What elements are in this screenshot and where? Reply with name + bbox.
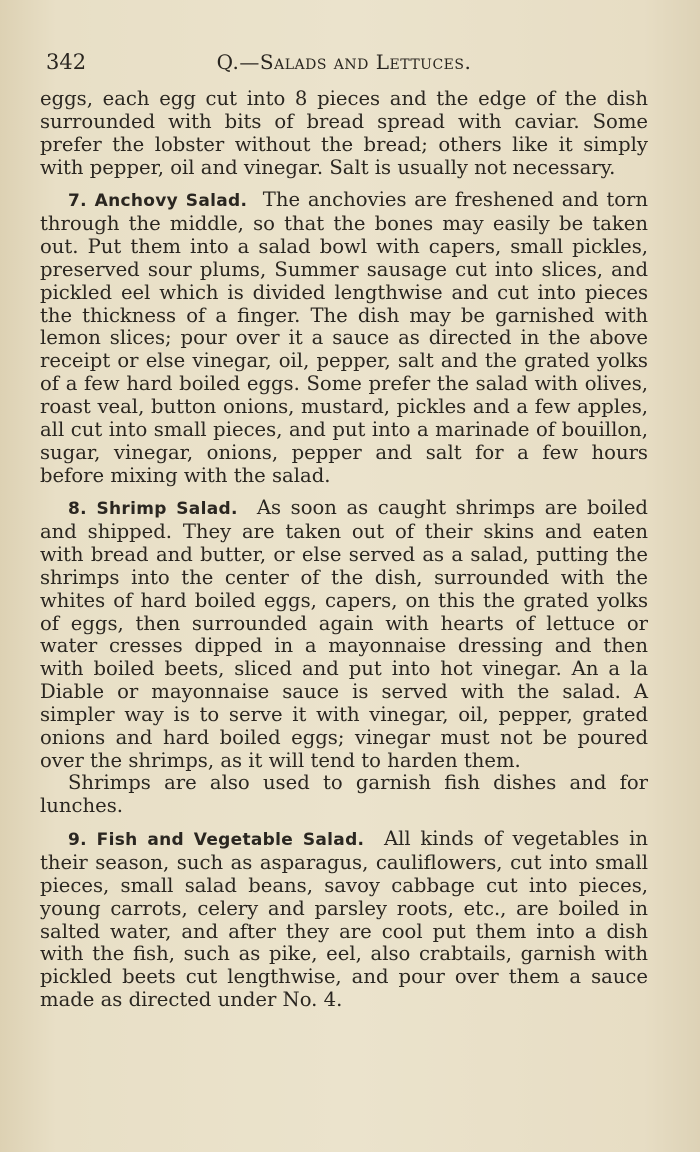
recipe-anchovy-salad [40, 189, 648, 487]
page-header [40, 44, 648, 80]
recipe-heading: 9. Fish and Vegetable Salad. [68, 830, 365, 851]
recipe-heading: 7. Anchovy Salad. [68, 191, 248, 212]
page-body [40, 88, 648, 1012]
recipe-text: As soon as caught shrimps are boiled and shipped. They are taken out of their skins and eaten with bread and butter, or else served as a salad, putting the shrimps into the center of the dish, surrounded with the whites of hard boiled eggs, capers, on this the grated yolks of eggs, then surrounded again with hearts of lettuce or water cresses dipped in a mayonnaise dressing and then with boiled beets, sliced and put into hot vinegar. An a la Diable or mayonnaise sauce is served with the salad. A simpler way is to serve it with vinegar, oil, pepper, grated onions and hard boiled eggs; vinegar must not be poured over the shrimps, as it will tend to harden them. [40, 496, 648, 772]
recipe-shrimp-note: Shrimps are also used to garnish fish dishes and for lunches. [40, 771, 648, 818]
page-number: 342 [46, 50, 87, 74]
recipe-fish-vegetable-salad [40, 828, 648, 1012]
recipe-shrimp-salad [40, 497, 648, 772]
recipe-heading: 8. Shrimp Salad. [68, 499, 238, 520]
recipe-text: The anchovies are freshened and torn through the middle, so that the bones may easily be taken out. Put them into a salad bowl with capers, small pickles, preserved sour plums, Summer sausage cut into slices, and pickled eel which is divided lengthwise and cut into pieces the thickness of a finger. The dish may be garnished with lemon slices; pour over it a sauce as directed in the above receipt or else vinegar, oil, pepper, salt and the grated yolks of a few hard boiled eggs. Some prefer the salad with olives, roast veal, button onions, mustard, pickles and a few apples, all cut into small pieces, and put into a marinade of bouillon, sugar, vinegar, onions, pepper and salt for a few hours before mixing with the salad. [40, 188, 648, 487]
recipe-text: All kinds of vegetables in their season, such as asparagus, cauliflowers, cut into small pieces, small salad beans, savoy cabbage cut into pieces, young carrots, celery and parsley roots, etc., are boiled in salted water, and after they are cool put them into a dish with the fish, such as pike, eel, also crabtails, garnish with pickled beets cut lengthwise, and pour over them a sauce made as directed under No. 4. [40, 827, 648, 1012]
continuation-paragraph: eggs, each egg cut into 8 pieces and the edge of the dish surrounded with bits of bread spread with caviar. Some prefer the lobster without the bread; others like it simply with pepper, oil and vinegar. Salt is usually not necessary. [40, 87, 648, 179]
running-head: Q.—Salads and Lettuces. [216, 50, 472, 74]
